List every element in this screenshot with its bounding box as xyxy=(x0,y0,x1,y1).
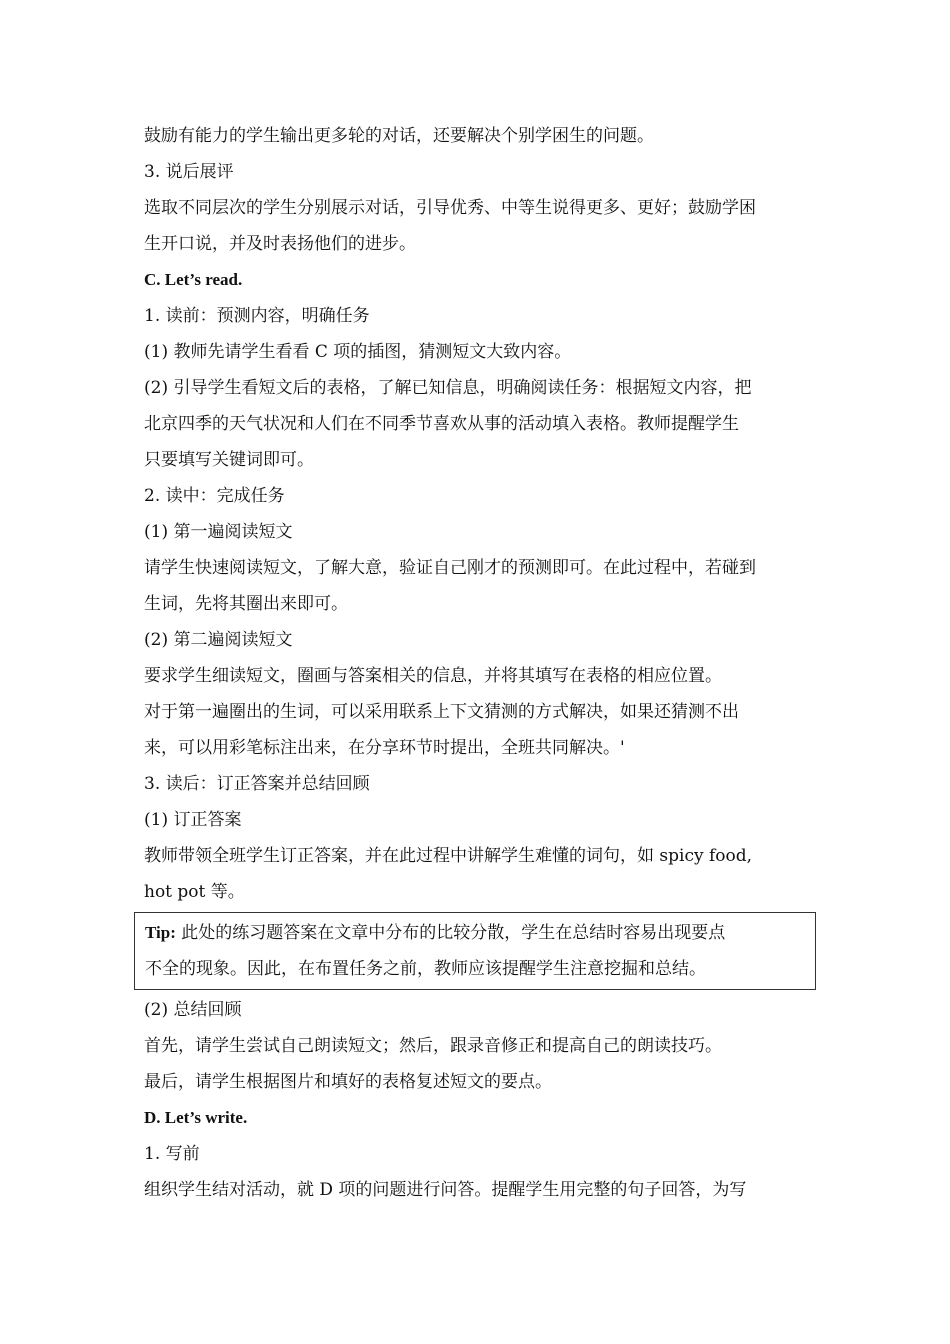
paragraph-line: 只要填写关键词即可。 xyxy=(144,450,314,470)
tip-label: Tip: xyxy=(145,923,176,942)
section-subheading: 3. 说后展评 xyxy=(144,162,234,182)
section-heading-c: C. Let’s read. xyxy=(144,270,243,289)
section-subheading: 3. 读后：订正答案并总结回顾 xyxy=(144,774,370,794)
section-heading-d: D. Let’s write. xyxy=(144,1108,248,1127)
tip-line-1 xyxy=(145,915,815,951)
tip-text: 此处的练习题答案在文章中分布的比较分散，学生在总结时容易出现要点 xyxy=(175,923,726,943)
paragraph-line: (1) 订正答案 xyxy=(144,810,242,830)
paragraph-line: 请学生快速阅读短文，了解大意，验证自己刚才的预测即可。在此过程中，若碰到 xyxy=(144,558,756,578)
paragraph-line: 选取不同层次的学生分别展示对话，引导优秀、中等生说得更多、更好；鼓励学困 xyxy=(144,198,756,218)
paragraph-line: 来，可以用彩笔标注出来，在分享环节时提出，全班共同解决。' xyxy=(144,738,625,758)
paragraph-line: (1) 第一遍阅读短文 xyxy=(144,522,293,542)
tip-box xyxy=(134,912,816,990)
paragraph-line: (2) 第二遍阅读短文 xyxy=(144,630,293,650)
section-subheading: 1. 写前 xyxy=(144,1144,200,1164)
paragraph-line: (1) 教师先请学生看看 C 项的插图，猜测短文大致内容。 xyxy=(144,342,572,362)
paragraph-line: 北京四季的天气状况和人们在不同季节喜欢从事的活动填入表格。教师提醒学生 xyxy=(144,414,739,434)
paragraph-line: (2) 引导学生看短文后的表格，了解已知信息，明确阅读任务：根据短文内容，把 xyxy=(144,378,752,398)
paragraph-line: 最后，请学生根据图片和填好的表格复述短文的要点。 xyxy=(144,1072,552,1092)
paragraph-line: 生开口说，并及时表扬他们的进步。 xyxy=(144,234,416,254)
paragraph-line: (2) 总结回顾 xyxy=(144,1000,242,1020)
paragraph-line: 生词，先将其圈出来即可。 xyxy=(144,594,348,614)
section-subheading: 2. 读中：完成任务 xyxy=(144,486,285,506)
section-subheading: 1. 读前：预测内容，明确任务 xyxy=(144,306,370,326)
paragraph-line: 对于第一遍圈出的生词，可以采用联系上下文猜测的方式解决，如果还猜测不出 xyxy=(144,702,739,722)
tip-line-2: 不全的现象。因此，在布置任务之前，教师应该提醒学生注意挖掘和总结。 xyxy=(145,959,706,979)
paragraph-line: 要求学生细读短文，圈画与答案相关的信息，并将其填写在表格的相应位置。 xyxy=(144,666,722,686)
paragraph-line: 首先，请学生尝试自己朗读短文；然后，跟录音修正和提高自己的朗读技巧。 xyxy=(144,1036,722,1056)
paragraph-line: 组织学生结对活动，就 D 项的问题进行问答。提醒学生用完整的句子回答，为写 xyxy=(144,1180,747,1200)
document-page xyxy=(144,118,808,1208)
paragraph-line: hot pot 等。 xyxy=(144,882,245,902)
paragraph-line: 鼓励有能力的学生输出更多轮的对话，还要解决个别学困生的问题。 xyxy=(144,126,654,146)
paragraph-line: 教师带领全班学生订正答案，并在此过程中讲解学生难懂的词句，如 spicy food, xyxy=(144,846,753,866)
